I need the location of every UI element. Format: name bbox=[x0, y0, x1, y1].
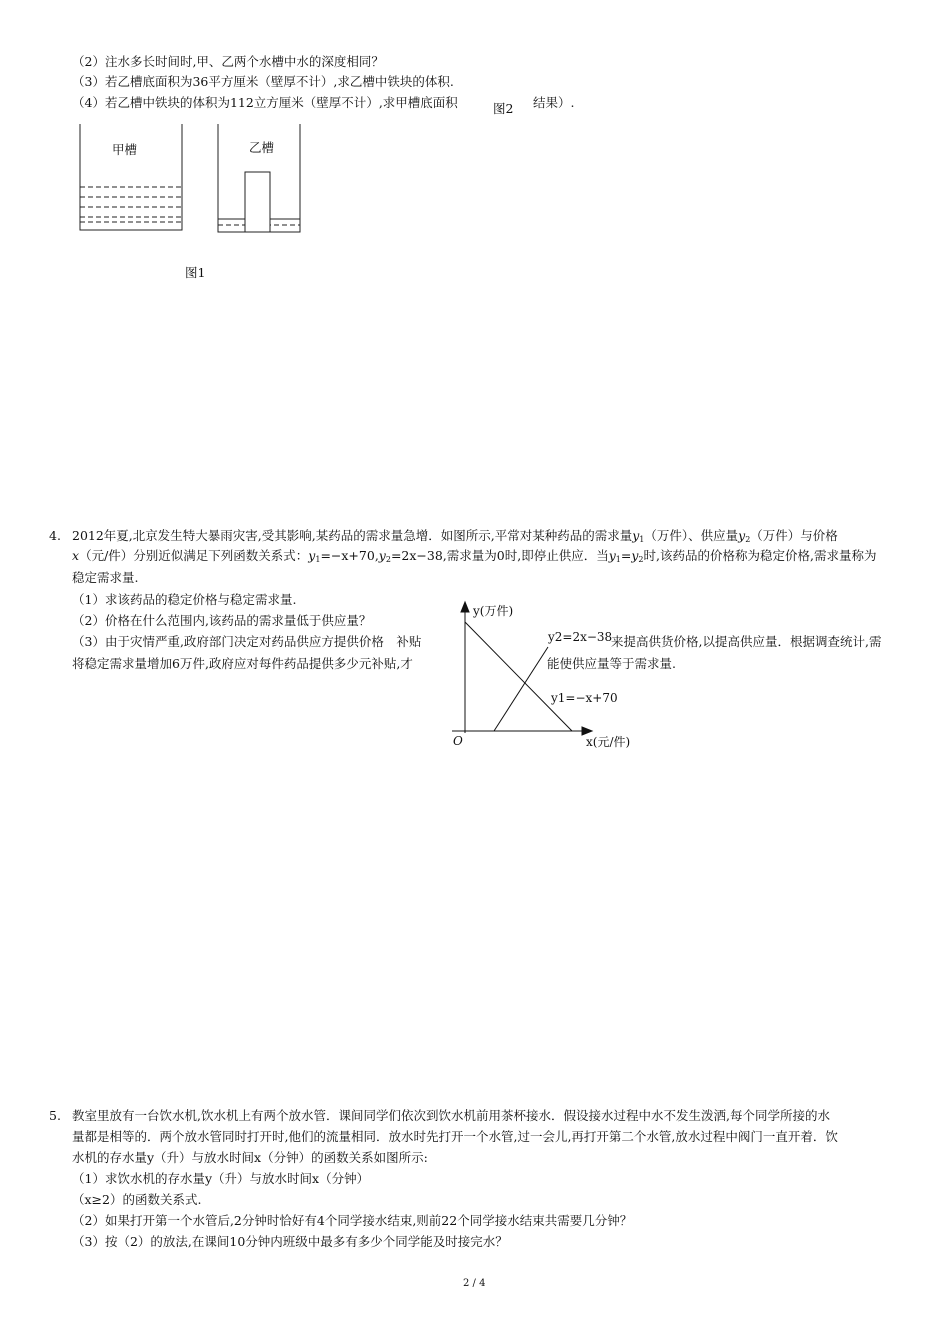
question-2: （2）注水多长时间时,甲、乙两个水槽中水的深度相同？ bbox=[72, 54, 384, 69]
problem-4-sub-3d: 能使供应量等于需求量. bbox=[547, 656, 676, 671]
page-number: 2 / 4 bbox=[463, 1278, 486, 1289]
graph-x-axis-label: x(元/件) bbox=[586, 735, 631, 749]
problem-5-line-3: 水机的存水量y（升）与放水时间x（分钟）的函数关系如图所示: bbox=[72, 1150, 428, 1165]
problem-5-sub-3: （3）按（2）的放法,在课间10分钟内班级中最多有多少个同学能及时接完水？ bbox=[72, 1234, 508, 1249]
problem-5-sub-2: （2）如果打开第一个水管后,2分钟时恰好有4个同学接水结束,则前22个同学接水结束共需要几分钟？ bbox=[72, 1213, 633, 1228]
problem-5-line-1: 教室里放有一台饮水机,饮水机上有两个放水管．课间同学们依次到饮水机前用茶杯接水．假设接水过程中水不发生泼洒,每个同学所接的水 bbox=[72, 1108, 830, 1123]
problem-4-sub-3a: （3）由于灾情严重,政府部门决定对药品供应方提供价格 补贴 bbox=[72, 634, 422, 649]
figure-2-caption: 图2 bbox=[493, 101, 514, 116]
graph-line2-label: y2=2x−38 bbox=[548, 630, 613, 644]
problem-4-sub-3b: 来提高供货价格,以提高供应量．根据调查统计,需 bbox=[611, 634, 882, 649]
y-axis-arrow bbox=[461, 602, 469, 612]
graph-origin-label: O bbox=[453, 734, 463, 748]
problem-4-sub-1: （1）求该药品的稳定价格与稳定需求量. bbox=[72, 592, 297, 607]
question-4: （4）若乙槽中铁块的体积为112立方厘米（壁厚不计）,求甲槽底面积 bbox=[72, 95, 458, 110]
question-3: （3）若乙槽底面积为36平方厘米（壁厚不计）,求乙槽中铁块的体积. bbox=[72, 74, 454, 89]
problem-4-sub-3c: 将稳定需求量增加6万件,政府应对每件药品提供多少元补贴,才 bbox=[72, 656, 413, 671]
problem-4-number: 4. bbox=[49, 528, 61, 543]
problem-4-line-1: 2012年夏,北京发生特大暴雨灾害,受其影响,某药品的需求量急增．如图所示,平常对某种药品的需求量$y_1$（万件）、供应量$y_2$（万件）与价格 bbox=[72, 528, 838, 544]
problem-4-line-3: 稳定需求量. bbox=[72, 570, 139, 585]
problem-5-line-2: 量都是相等的．两个放水管同时打开时,他们的流量相同．放水时先打开一个水管,过一会儿,再打开第二个水管,放水过程中阀门一直开着．饮 bbox=[72, 1129, 838, 1144]
question-4-tail: 结果）. bbox=[533, 95, 575, 110]
graph-y-axis-label: y(万件) bbox=[473, 604, 514, 618]
problem-5-number: 5. bbox=[49, 1108, 61, 1123]
problem-4-line-2: x（元/件）分别近似满足下列函数关系式：$y_1=-x+70,y_2=2x-38$,需求量为0时,即停止供应．当$y_1=y_2$时,该药品的价格称为稳定价格,需求量称为 bbox=[72, 548, 877, 564]
graph-line1-label: y1=−x+70 bbox=[551, 691, 618, 705]
figure-1-caption: 图1 bbox=[185, 265, 206, 280]
tank-a-label: 甲槽 bbox=[112, 142, 138, 157]
problem-4-sub-2: （2）价格在什么范围内,该药品的需求量低于供应量？ bbox=[72, 613, 372, 628]
problem-5-sub-1: （1）求饮水机的存水量y（升）与放水时间x（分钟） bbox=[72, 1171, 370, 1186]
problem-5-sub-1b: （x≥2）的函数关系式. bbox=[72, 1192, 202, 1207]
tank-b-label: 乙槽 bbox=[249, 140, 275, 155]
